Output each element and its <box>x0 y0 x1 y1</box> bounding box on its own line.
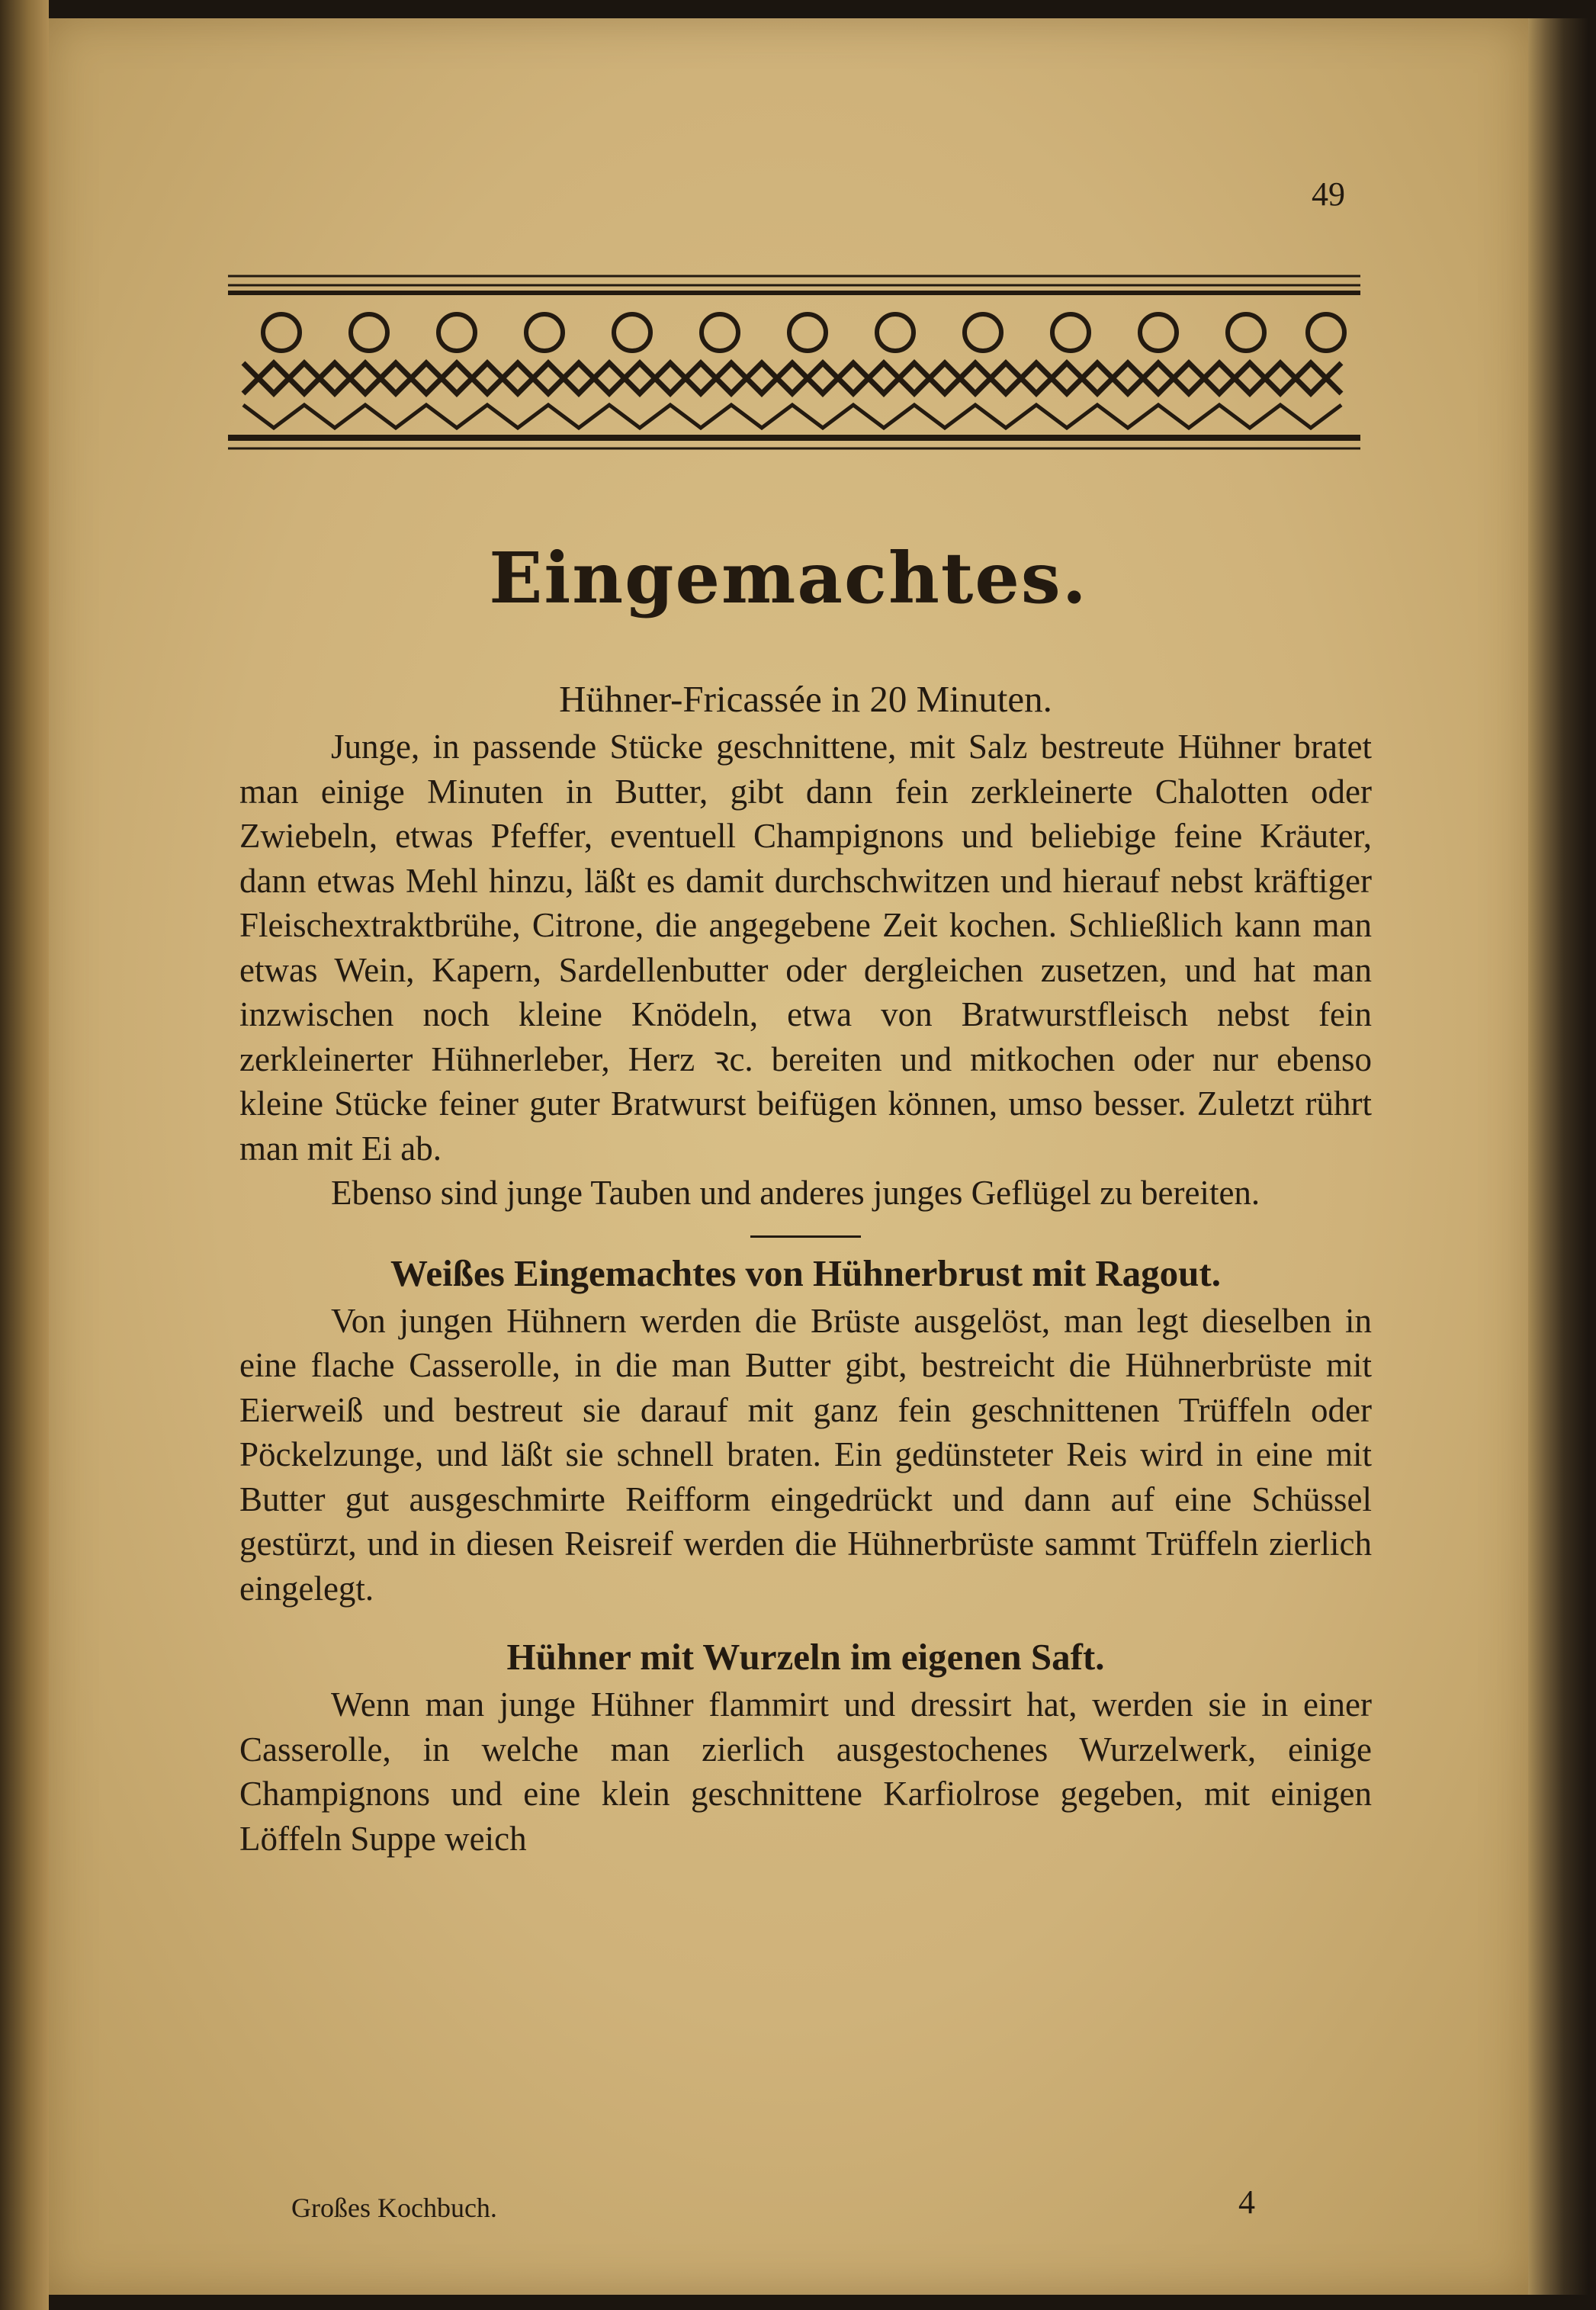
ornament-header-icon <box>228 271 1360 455</box>
recipe-paragraph: Ebenso sind junge Tauben und anderes junges Geflügel zu bereiten. <box>331 1174 1260 1212</box>
recipe-text <box>239 674 1372 1861</box>
book-title-footer: Großes Kochbuch. <box>291 2193 497 2223</box>
recipe-paragraph: Von jungen Hühnern werden die Brüste ausgelöst, man legt dieselben in eine flache Casserolle, in die man Butter gibt, bestreicht die Hühnerbrüste mit Eierweiß und bestreut sie darauf mit ganz fein geschnittenen Trüffeln oder Pöckelzunge, und läßt sie schnell braten. Ein gedünsteter Reis wird in eine mit Butter gut ausgeschmirte Reifform eingedrückt und dann auf eine Schüssel gestürzt, und in diesen Reisreif werden die Hühnerbrüste sammt Trüffeln zierlich eingelegt. <box>239 1301 1372 1608</box>
recipe-heading: Hühner-Fricassée in 20 Minuten. <box>559 678 1052 720</box>
page-edge <box>1527 18 1588 2295</box>
book-spine <box>0 0 49 2310</box>
signature-mark: 4 <box>1238 2183 1255 2221</box>
page-number: 49 <box>1312 175 1345 213</box>
recipe-heading: Hühner mit Wurzeln im eigenen Saft. <box>506 1636 1105 1678</box>
section-divider <box>750 1235 861 1238</box>
recipe-paragraph: Wenn man junge Hühner flammirt und dressirt hat, werden sie in einer Casserolle, in welche man zierlich ausgestochenes Wurzelwerk, einige Champignons und eine klein geschnittene Karfiolrose gegeben, mit einigen Löffeln Suppe weich <box>239 1685 1372 1858</box>
book-page <box>49 18 1528 2295</box>
page-title: Eingemachtes. <box>489 537 1088 619</box>
recipe-heading: Weißes Eingemachtes von Hühnerbrust mit Ragout. <box>390 1251 1221 1294</box>
recipe-paragraph: Junge, in passende Stücke geschnittene, mit Salz bestreute Hühner bratet man einige Minuten in Butter, gibt dann fein zerkleinerte Chalotten oder Zwiebeln, etwas Pfeffer, eventuell Champignons und beliebige feine Kräuter, dann etwas Mehl hinzu, läßt es damit durchschwitzen und hierauf nebst kräftiger Fleischextraktbrühe, Citrone, die angegebene Zeit kochen. Schließlich kann man etwas Wein, Kapern, Sardellenbutter oder dergleichen zusetzen, und hat man inzwischen noch kleine Knödeln, etwa von Bratwurstfleisch nebst fein zerkleinerter Hühnerleber, Herz ꝛc. bereiten und mitkochen oder nur ebenso kleine Stücke feiner guter Bratwurst beifügen können, umso besser. Zuletzt rührt man mit Ei ab. <box>239 728 1372 1168</box>
